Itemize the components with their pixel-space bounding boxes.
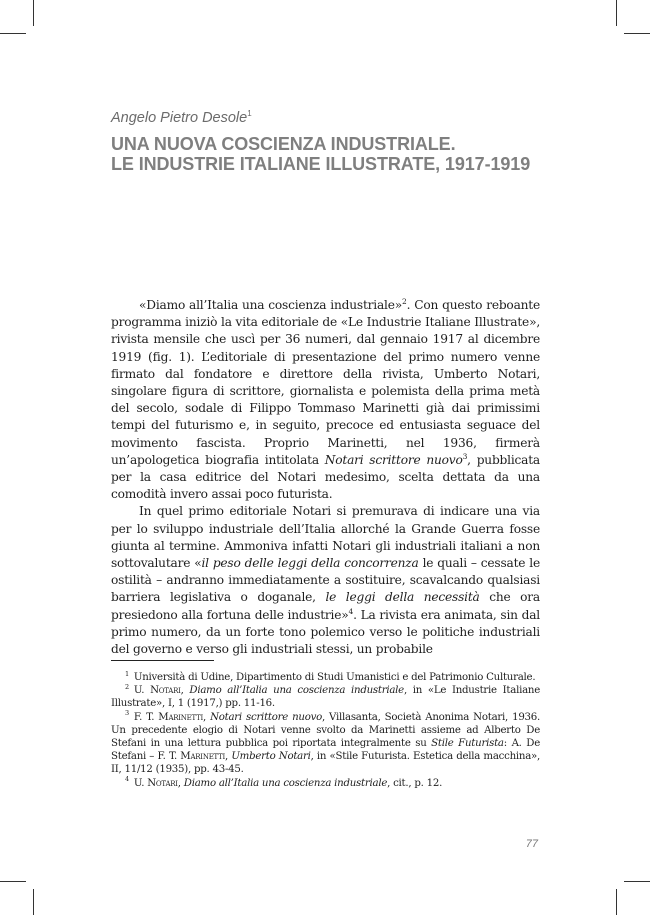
footnote-separator [111,660,214,661]
crop-mark [624,881,650,882]
footnote-ref: 1 [247,109,252,118]
title-line-2: LE INDUSTRIE ITALIANE ILLUSTRATE, 1917-1919 [111,154,531,174]
footnote: $^3$ F. T. Marinetti, Notari scrittore nuovo, Villasanta, Società Anonima Notari, 1936. Un precedente elogio di Notari venne svolto da Marinetti assieme ad Alberto De Stefani in una lettura pubblica poi riportata integralmente su Stile Futurista: A. De Stefani – F. T. Marinetti, Umberto Notari, in «Stile Futurista. Estetica della macchina», II, 11/12 (1935), pp. 43-45. [111,709,541,776]
page-number: 77 [525,838,538,850]
article-body [111,297,540,658]
footnotes [111,671,540,790]
crop-mark [616,889,617,915]
footnote-ref: 4 [348,606,354,616]
crop-mark [0,881,26,882]
footnote-ref: 2 [402,296,407,306]
crop-mark [33,889,34,915]
crop-mark [616,0,617,26]
article-title [111,134,571,174]
footnote: $^4$ U. Notari, Diamo all’Italia una coscienza industriale, cit., p. 12. [125,775,443,789]
author-name: Angelo Pietro Desole$^1$ [111,109,252,126]
footnote-ref: 3 [462,451,468,461]
crop-mark [33,0,34,26]
crop-mark [0,33,26,34]
footnote: $^1$ Università di Udine, Dipartimento di Studi Umanistici e del Patrimonio Culturale. [125,669,536,683]
footnote: $^2$ U. Notari, Diamo all’Italia una coscienza industriale, in «Le Industrie Italiane Illustrate», I, 1 (1917,) pp. 11-16. [111,682,541,710]
paragraph: In quel primo editoriale Notari si premurava di indicare una via per lo sviluppo industriale dell’Italia allorché la Grande Guerra fosse giunta al termine. Ammoniva infatti Notari gli industriali italiani a non sottovalutare «il peso delle leggi della concorrenza le quali – cessate le ostilità – andranno immediatamente a sostituire, scavalcando qualsiasi barriera legislativa o doganale, le leggi della necessità che ora presiedono alla fortuna delle industrie»$^4$. La rivista era animata, sin dal primo numero, da un forte tono polemico verso le politiche industriali del governo e verso gli industriali stessi, un probabile [111,504,541,657]
paragraph: «Diamo all’Italia una coscienza industriale»$^2$. Con questo reboante programma iniziò la vita editoriale de «Le Industrie Italiane Illustrate», rivista mensile che uscì per 36 numeri, dal gennaio 1917 al dicembre 1919 (fig. 1). L’editoriale di presentazione del primo numero venne firmato dal fondatore e direttore della rivista, Umberto Notari, singolare figura di scrittore, giornalista e polemista della prima metà del secolo, sodale di Filippo Tommaso Marinetti già dai primissimi tempi del futurismo e, in seguito, precoce ed entusiasta seguace del movimento fascista. Proprio Marinetti, nel 1936, firmerà un’apologetica biografia intitolata Notari scrittore nuovo$^3$, pubblicata per la casa editrice del Notari medesimo, scelta dettata da una comodità invero assai poco futurista. [111,296,540,502]
crop-mark [624,33,650,34]
title-line-1: UNA NUOVA COSCIENZA INDUSTRIALE. [111,134,456,154]
